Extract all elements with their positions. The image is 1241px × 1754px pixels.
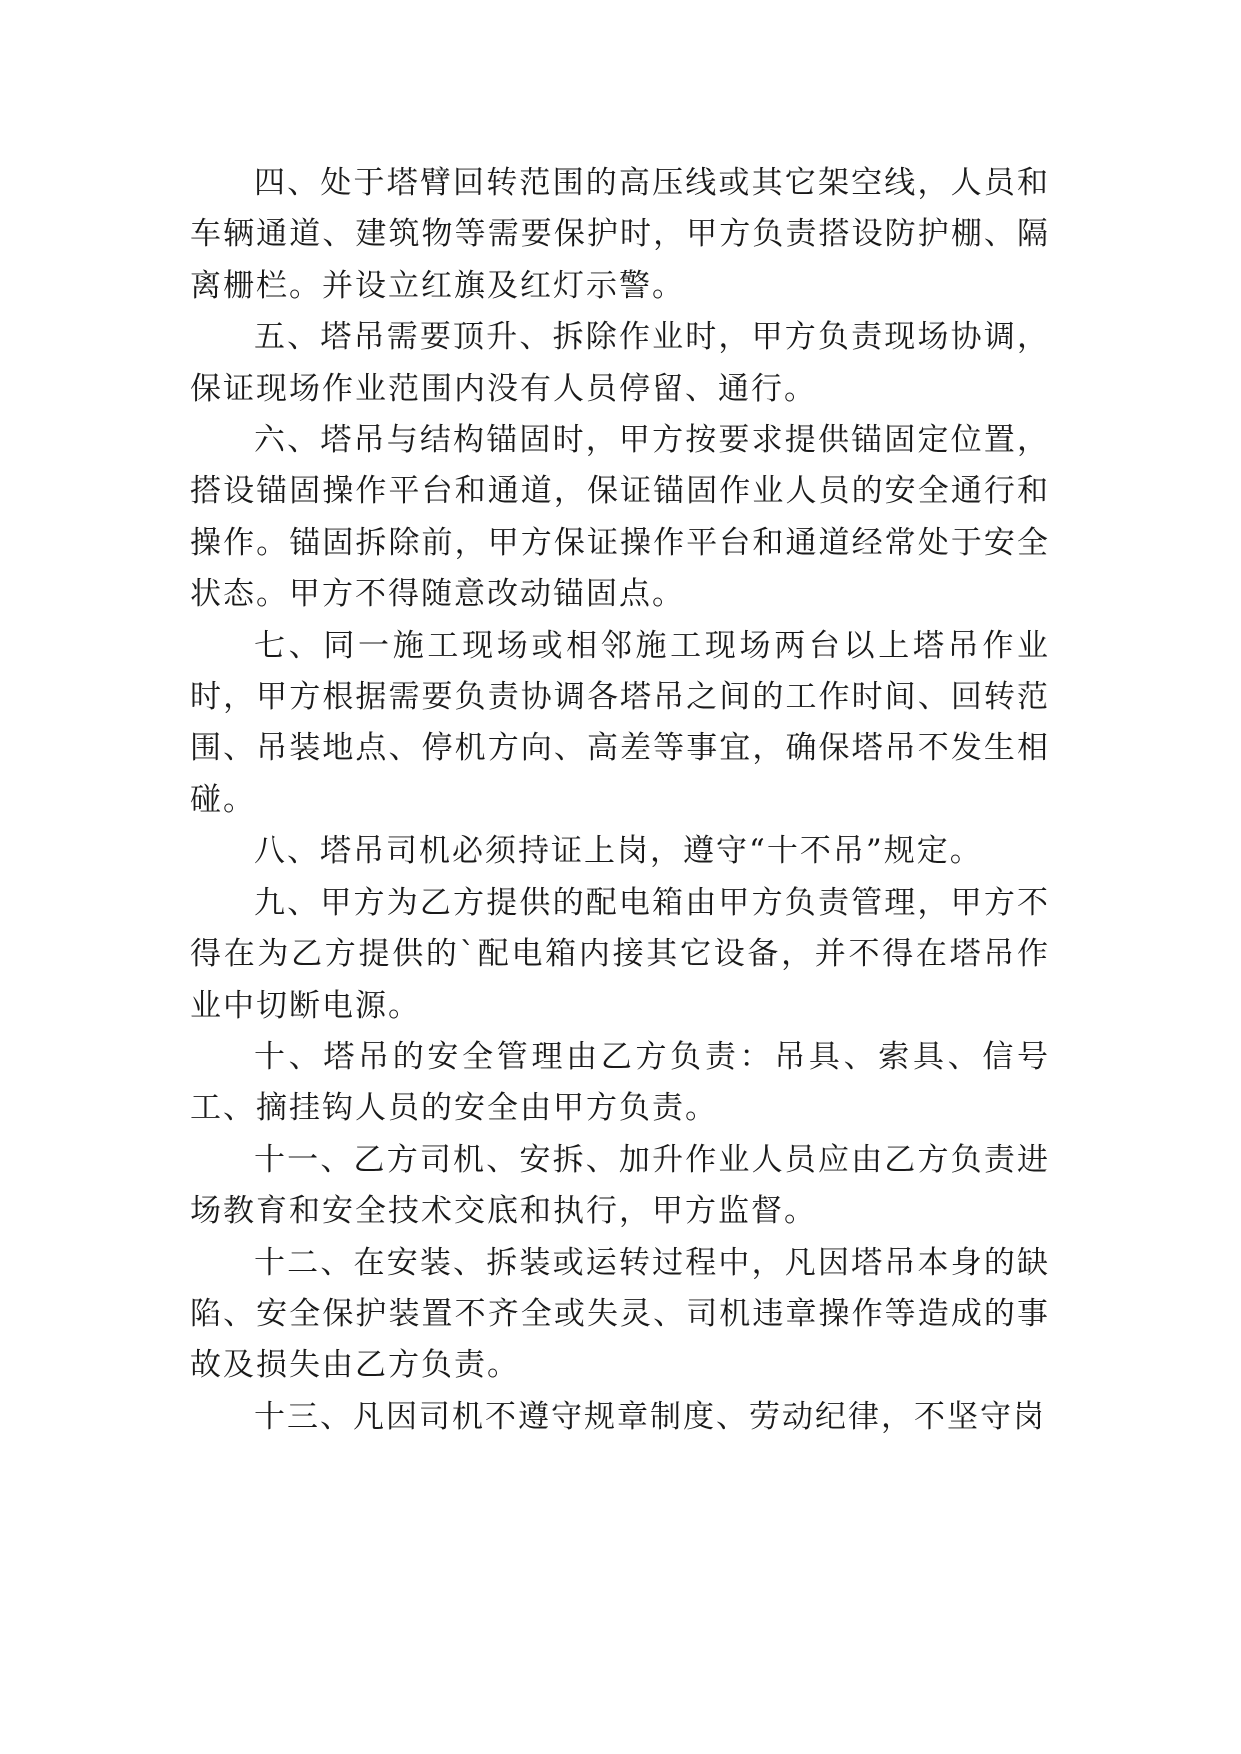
document-body xyxy=(190,158,1050,1443)
clause-7-paragraph: 七、同一施工现场或相邻施工现场两台以上塔吊作业时，甲方根据需要负责协调各塔吊之间的工作时间、回转范围、吊装地点、停机方向、高差等事宜，确保塔吊不发生相碰。 xyxy=(190,627,1050,818)
clause-4-paragraph: 四、处于塔臂回转范围的高压线或其它架空线，人员和车辆通道、建筑物等需要保护时，甲方负责搭设防护棚、隔离栅栏。并设立红旗及红灯示警。 xyxy=(190,165,1050,304)
clause-11-paragraph: 十一、乙方司机、安拆、加升作业人员应由乙方负责进场教育和安全技术交底和执行，甲方监督。 xyxy=(190,1141,1050,1230)
clause-9-paragraph: 九、甲方为乙方提供的配电箱由甲方负责管理，甲方不得在为乙方提供的`配电箱内接其它设备，并不得在塔吊作业中切断电源。 xyxy=(190,884,1050,1024)
clause-8-paragraph: 八、塔吊司机必须持证上岗，遵守“十不吊”规定。 xyxy=(254,833,983,870)
clause-13-paragraph: 十三、凡因司机不遵守规章制度、劳动纪律，不坚守岗 xyxy=(254,1398,1046,1435)
clause-5-paragraph: 五、塔吊需要顶升、拆除作业时，甲方负责现场协调，保证现场作业范围内没有人员停留、通行。 xyxy=(190,319,1050,407)
clause-10-paragraph: 十、塔吊的安全管理由乙方负责：吊具、索具、信号工、摘挂钩人员的安全由甲方负责。 xyxy=(190,1038,1050,1127)
clause-6-paragraph: 六、塔吊与结构锚固时，甲方按要求提供锚固定位置，搭设锚固操作平台和通道，保证锚固作业人员的安全通行和操作。锚固拆除前，甲方保证操作平台和通道经常处于安全状态。甲方不得随意改动锚固点。 xyxy=(190,422,1050,613)
clause-12-paragraph: 十二、在安装、拆装或运转过程中，凡因塔吊本身的缺陷、安全保护装置不齐全或失灵、司机违章操作等造成的事故及损失由乙方负责。 xyxy=(190,1244,1050,1384)
